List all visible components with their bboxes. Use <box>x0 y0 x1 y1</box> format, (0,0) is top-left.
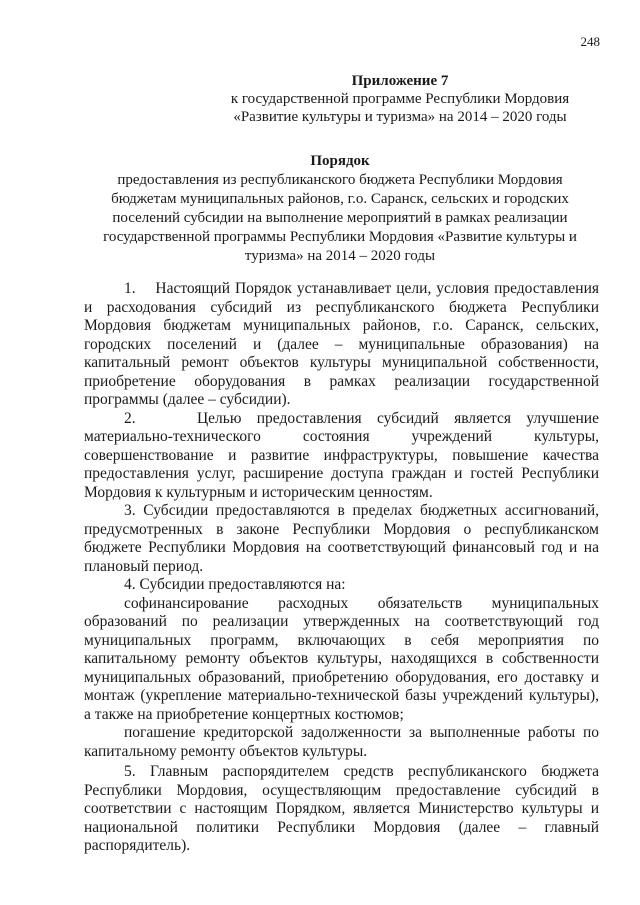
document-title <box>80 152 600 266</box>
paragraph-2: 2. Целью предоставления субсидий является улучшение материально-технического состояния учреждений культуры, совершенствование и развитие инфраструктуры, повышение качества предоставления услуг, расширение доступа граждан и гостей Республики Мордовия к культурным и историческим ценностям. <box>84 409 599 501</box>
appendix-title: Приложение 7 <box>351 73 449 89</box>
document-title-line-4: государственной программы Республики Мордовия «Развитие культуры и <box>103 229 577 245</box>
document-title-line-3: поселений субсидии на выполнение мероприятий в рамках реализации <box>112 210 568 226</box>
page-number: 248 <box>580 34 600 49</box>
document-heading: Порядок <box>310 153 370 169</box>
paragraph-4-item-2: погашение кредиторской задолженности за выполненные работы по капитальному ремонту объектов культуры. <box>84 724 599 760</box>
appendix-header <box>200 72 600 126</box>
document-title-line-1: предоставления из республиканского бюджета Республики Мордовия <box>117 172 563 188</box>
appendix-line-1: к государственной программе Республики Мордовия <box>230 91 570 107</box>
appendix-line-2: «Развитие культуры и туризма» на 2014 – 2020 годы <box>233 109 567 125</box>
paragraph-4-item-1: софинансирование расходных обязательств муниципальных образований по реализации утвержденных на соответствующий год муниципальных программ, включающих в себя мероприятия по капитальному ремонту объектов культуры, находящихся в собственности муниципальных образований, приобретению оборудования, его доставку и монтаж (укрепление материально-технической базы учреждений культуры), а также на приобретение концертных костюмов; <box>84 594 599 723</box>
document-body <box>84 280 599 856</box>
document-title-line-5: туризма» на 2014 – 2020 годы <box>244 248 436 264</box>
paragraph-4: 4. Субсидии предоставляются на: <box>124 576 346 593</box>
paragraph-5: 5. Главным распорядителем средств республиканского бюджета Республики Мордовия, осуществляющим предоставление субсидий в соответствии с настоящим Порядком, является Министерство культуры и национальной политики Республики Мордовия (далее – главный распорядитель). <box>84 763 599 854</box>
paragraph-1: 1. Настоящий Порядок устанавливает цели, условия предоставления и расходования субсидий из республиканского бюджета Республики Мордовия бюджетам муниципальных районов, г.о. Саранск, сельских, городских поселений и (далее – муниципальные образования) на капитальный ремонт объектов культуры муниципальной собственности, приобретение оборудования в рамках реализации государственной программы (далее – субсидии). <box>84 280 599 408</box>
document-title-line-2: бюджетам муниципальных районов, г.о. Саранск, сельских и городских <box>111 191 569 207</box>
paragraph-3: 3. Субсидии предоставляются в пределах бюджетных ассигнований, предусмотренных в законе Республики Мордовия о республиканском бюджете Республики Мордовия на соответствующий финансовый год и на плановый период. <box>84 502 599 575</box>
